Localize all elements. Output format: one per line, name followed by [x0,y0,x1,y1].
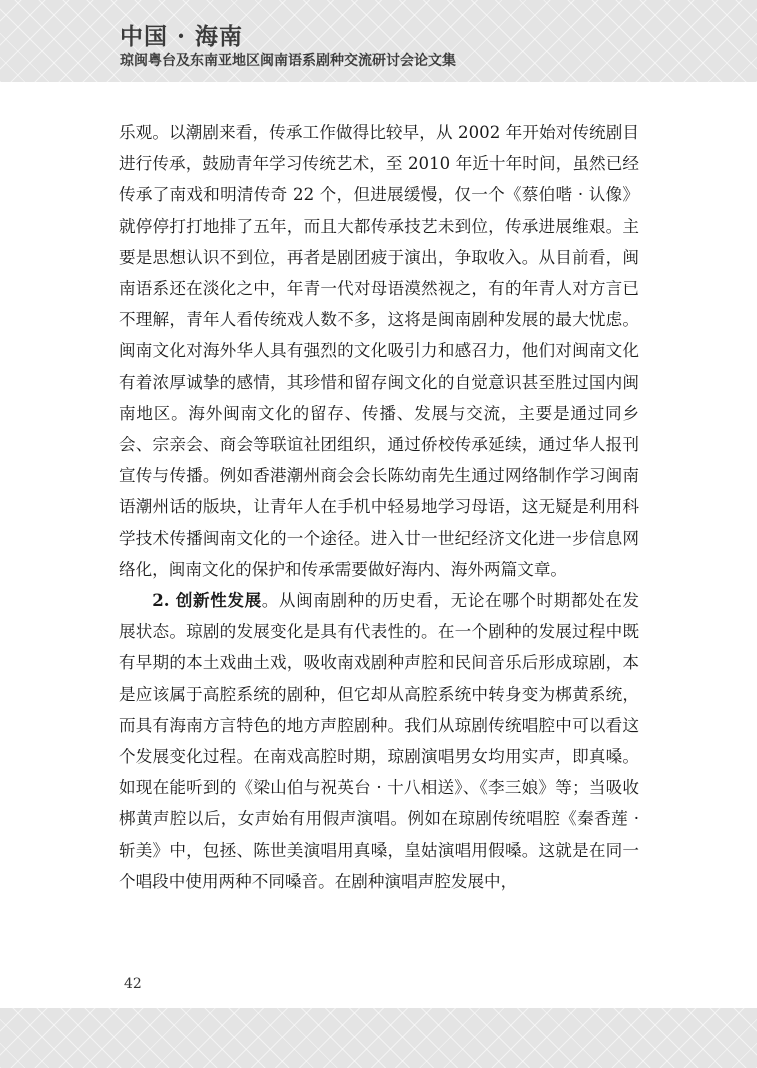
paragraph [119,585,639,897]
header-band [0,0,757,82]
footer-band [0,1008,757,1068]
paragraph-text: 。从闽南剧种的历史看，无论在哪个时期都处在发展状态。琼剧的发展变化是具有代表性的。在一个剧种的发展过程中既有早期的本土戏曲土戏，吸收南戏剧种声腔和民间音乐后形成琼剧，本是应该属于高腔系统的剧种，但它却从高腔系统中转身变为梆黄系统，而具有海南方言特色的地方声腔剧种。我们从琼剧传统唱腔中可以看这个发展变化过程。在南戏高腔时期，琼剧演唱男女均用实声，即真嗓。如现在能听到的《梁山伯与祝英台 · 十八相送》、《李三娘》等；当吸收梆黄声腔以后，女声始有用假声演唱。例如在琼剧传统唱腔《秦香莲 · 斩美》中，包拯、陈世美演唱用真嗓，皇姑演唱用假嗓。这就是在同一个唱段中使用两种不同嗓音。在剧种演唱声腔发展中， [119,591,640,891]
section-heading: 2. 创新性发展 [152,590,262,611]
running-title: 中国 · 海南 [120,23,244,50]
running-subtitle: 琼闽粤台及东南亚地区闽南语系剧种交流研讨会论文集 [120,53,456,69]
body-text [119,117,639,897]
paragraph: 乐观。以潮剧来看，传承工作做得比较早，从 2002 年开始对传统剧目进行传承，鼓励青年学习传统艺术，至 2010 年近十年时间，虽然已经传承了南戏和明清传奇 22 个，但进展缓慢，仅一个《蔡伯喈 · 认像》就停停打打地排了五年，而且大都传承技艺未到位，传承进展维艰。主要是思想认识不到位，再者是剧团疲于演出，争取收入。从目前看，闽南语系还在淡化之中，年青一代对母语漠然视之，有的年青人对方言已不理解，青年人看传统戏人数不多，这将是闽南剧种发展的最大忧虑。闽南文化对海外华人具有强烈的文化吸引力和感召力，他们对闽南文化有着浓厚诚挚的感情，其珍惜和留存闽文化的自觉意识甚至胜过国内闽南地区。海外闽南文化的留存、传播、发展与交流，主要是通过同乡会、宗亲会、商会等联谊社团组织，通过侨校传承延续，通过华人报刊宣传与传播。例如香港潮州商会会长陈幼南先生通过网络制作学习闽南语潮州话的版块，让青年人在手机中轻易地学习母语，这无疑是利用科学技术传播闽南文化的一个途径。进入廿一世纪经济文化进一步信息网络化，闽南文化的保护和传承需要做好海内、海外两篇文章。 [119,123,639,579]
page-number: 42 [124,976,142,992]
